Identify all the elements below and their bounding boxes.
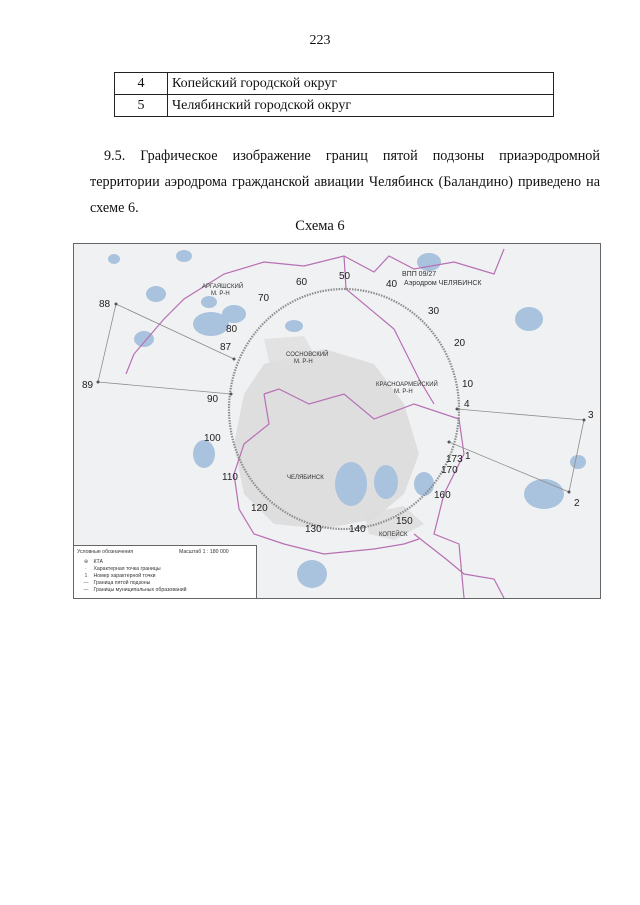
lake: [285, 320, 303, 332]
map-scale: Масштаб 1 : 180 000: [179, 549, 229, 555]
lake: [146, 286, 166, 302]
point-label: 110: [222, 472, 238, 483]
lake: [201, 296, 217, 308]
urban-area: [234, 349, 419, 529]
point-label: 60: [296, 277, 308, 288]
point-label: 20: [454, 338, 466, 349]
point-label: 160: [434, 490, 451, 501]
place-label: М. Р-Н: [294, 359, 313, 365]
row-number: 4: [115, 73, 168, 95]
place-label: АРГАЯШСКИЙ: [202, 284, 244, 290]
zone-line-icon: —: [83, 580, 89, 586]
point-label: 130: [305, 524, 322, 535]
body-paragraph: 9.5. Графическое изображение границ пятой подзоны приаэродромной территории аэродрома гражданской авиации Челябинск (Баландино) приведено на схеме 6.: [90, 148, 600, 216]
point-label: 90: [207, 394, 219, 405]
legend-item: [80, 587, 187, 594]
lake: [414, 472, 434, 496]
point-label: 89: [82, 380, 94, 391]
point-label: 50: [339, 271, 351, 282]
point-label: 150: [396, 516, 413, 527]
lake: [108, 254, 120, 264]
place-label: М. Р-Н: [211, 291, 230, 297]
point-label: 3: [588, 410, 594, 421]
page-number: 223: [309, 33, 331, 48]
table-row: [115, 73, 554, 95]
lake: [193, 440, 215, 468]
table-row: [115, 95, 554, 117]
row-name: Челябинский городской округ: [168, 95, 554, 117]
row-name: Копейский городской округ: [168, 73, 554, 95]
lake: [570, 455, 586, 469]
point-label: 2: [574, 498, 580, 509]
lake: [222, 305, 246, 323]
lake: [524, 479, 564, 509]
districts-table: [114, 72, 554, 117]
scheme-caption: Схема 6: [295, 218, 345, 234]
row-number: 5: [115, 95, 168, 117]
lake: [176, 250, 192, 262]
point-label: 140: [349, 524, 366, 535]
legend-item: [80, 580, 150, 587]
aerodrome-label: Аэродром ЧЕЛЯБИНСК: [404, 280, 482, 287]
legend-title: Условные обозначения: [77, 549, 134, 555]
point-label: 40: [386, 279, 398, 290]
number-icon: 1: [84, 573, 88, 579]
map-legend: [74, 545, 257, 599]
place-label: ЧЕЛЯБИНСК: [287, 475, 324, 481]
point-icon: ·: [85, 566, 87, 572]
point-label: 88: [99, 299, 111, 310]
place-label: М. Р-Н: [394, 389, 413, 395]
point-label: 80: [226, 324, 238, 335]
point-label: 170: [441, 465, 458, 476]
lake: [515, 307, 543, 331]
point-label: 1: [465, 451, 471, 462]
lake: [335, 462, 367, 506]
point-label: 70: [258, 293, 270, 304]
kta-icon: ⊕: [83, 559, 89, 565]
point-label: 87: [220, 342, 232, 353]
legend-item: [80, 566, 161, 573]
legend-label: Границы муниципальных образований: [93, 587, 187, 593]
legend-label: Номер характерной точки: [93, 573, 156, 579]
scheme-map: [73, 243, 601, 599]
legend-label: Характерная точка границы: [93, 566, 161, 572]
legend-item: [80, 559, 103, 566]
point-label: 4: [464, 399, 470, 410]
point-label: 120: [251, 503, 268, 514]
legend-item: [80, 573, 156, 580]
runway-label: ВПП 09/27: [402, 271, 437, 278]
point-label: 100: [204, 433, 221, 444]
point-label: 173: [446, 454, 463, 465]
boundary-line-icon: —: [83, 587, 89, 593]
legend-label: Граница пятой подзоны: [93, 580, 151, 586]
legend-label: КТА: [93, 559, 103, 565]
lake: [297, 560, 327, 588]
place-label: КРАСНОАРМЕЙСКИЙ: [376, 382, 438, 388]
point-label: 30: [428, 306, 440, 317]
place-label: СОСНОВСКИЙ: [286, 352, 329, 358]
point-label: 10: [462, 379, 474, 390]
lake: [374, 465, 398, 499]
place-label: КОПЕЙСК: [379, 532, 408, 538]
